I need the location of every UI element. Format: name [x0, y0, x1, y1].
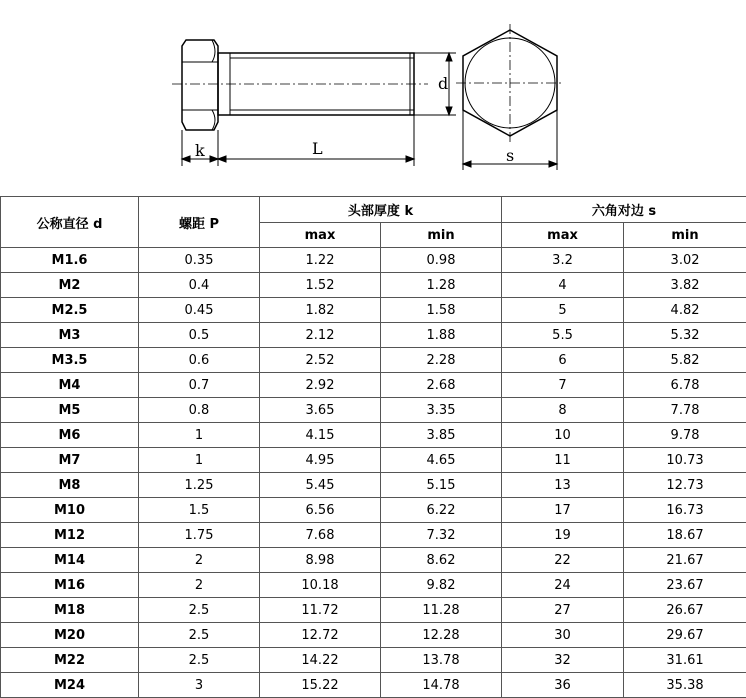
table-row [1, 398, 746, 423]
cell-size: M7 [1, 448, 139, 473]
cell-s-min: 26.67 [624, 598, 746, 623]
header-s-max: max [502, 223, 624, 248]
cell-s-max: 30 [502, 623, 624, 648]
cell-size: M24 [1, 673, 139, 698]
cell-s-max: 8 [502, 398, 624, 423]
cell-pitch: 0.7 [139, 373, 260, 398]
cell-s-max: 5.5 [502, 323, 624, 348]
cell-pitch: 0.8 [139, 398, 260, 423]
cell-k-min: 14.78 [381, 673, 502, 698]
cell-k-min: 4.65 [381, 448, 502, 473]
cell-k-max: 14.22 [260, 648, 381, 673]
cell-k-min: 9.82 [381, 573, 502, 598]
header-head-height: 头部厚度 k [260, 197, 502, 223]
cell-s-min: 3.82 [624, 273, 746, 298]
label-L: L [312, 139, 323, 158]
cell-size: M12 [1, 523, 139, 548]
cell-s-min: 7.78 [624, 398, 746, 423]
cell-s-max: 7 [502, 373, 624, 398]
cell-s-min: 16.73 [624, 498, 746, 523]
cell-k-max: 12.72 [260, 623, 381, 648]
table-row [1, 448, 746, 473]
cell-size: M20 [1, 623, 139, 648]
cell-size: M14 [1, 548, 139, 573]
cell-pitch: 1.25 [139, 473, 260, 498]
cell-k-max: 5.45 [260, 473, 381, 498]
cell-k-max: 4.15 [260, 423, 381, 448]
cell-k-min: 1.58 [381, 298, 502, 323]
cell-s-max: 17 [502, 498, 624, 523]
cell-s-max: 19 [502, 523, 624, 548]
cell-k-max: 2.12 [260, 323, 381, 348]
cell-k-max: 8.98 [260, 548, 381, 573]
cell-k-min: 8.62 [381, 548, 502, 573]
cell-s-min: 4.82 [624, 298, 746, 323]
table-row [1, 648, 746, 673]
cell-k-max: 1.52 [260, 273, 381, 298]
table-row [1, 548, 746, 573]
header-k-max: max [260, 223, 381, 248]
table-row [1, 348, 746, 373]
cell-s-min: 10.73 [624, 448, 746, 473]
cell-k-max: 2.92 [260, 373, 381, 398]
cell-s-min: 29.67 [624, 623, 746, 648]
bolt-technical-drawing [0, 0, 746, 196]
label-s: s [506, 146, 514, 165]
cell-k-min: 5.15 [381, 473, 502, 498]
cell-s-max: 6 [502, 348, 624, 373]
cell-s-max: 24 [502, 573, 624, 598]
label-k: k [195, 141, 205, 160]
cell-k-min: 2.68 [381, 373, 502, 398]
cell-s-max: 4 [502, 273, 624, 298]
cell-s-min: 21.67 [624, 548, 746, 573]
cell-k-max: 7.68 [260, 523, 381, 548]
header-pitch: 螺距 P [139, 197, 260, 248]
cell-s-max: 27 [502, 598, 624, 623]
table-row [1, 673, 746, 698]
header-s-min: min [624, 223, 746, 248]
bolt-head-side-view [182, 40, 218, 130]
cell-pitch: 2.5 [139, 623, 260, 648]
table-row [1, 423, 746, 448]
cell-s-min: 9.78 [624, 423, 746, 448]
cell-size: M5 [1, 398, 139, 423]
table-body [1, 248, 746, 698]
cell-s-min: 35.38 [624, 673, 746, 698]
table-row [1, 298, 746, 323]
table-row [1, 373, 746, 398]
cell-s-max: 32 [502, 648, 624, 673]
cell-k-min: 3.85 [381, 423, 502, 448]
cell-pitch: 1 [139, 423, 260, 448]
cell-k-max: 10.18 [260, 573, 381, 598]
cell-k-max: 15.22 [260, 673, 381, 698]
cell-size: M4 [1, 373, 139, 398]
cell-size: M3.5 [1, 348, 139, 373]
cell-pitch: 2 [139, 548, 260, 573]
cell-size: M22 [1, 648, 139, 673]
cell-k-max: 11.72 [260, 598, 381, 623]
cell-pitch: 1 [139, 448, 260, 473]
cell-s-min: 5.32 [624, 323, 746, 348]
table-row [1, 498, 746, 523]
cell-s-min: 23.67 [624, 573, 746, 598]
hex-head-front-view [456, 24, 564, 142]
cell-pitch: 2 [139, 573, 260, 598]
cell-pitch: 2.5 [139, 598, 260, 623]
cell-pitch: 1.5 [139, 498, 260, 523]
label-d: d [438, 74, 448, 93]
cell-pitch: 0.6 [139, 348, 260, 373]
cell-k-max: 1.22 [260, 248, 381, 273]
cell-s-max: 3.2 [502, 248, 624, 273]
cell-k-min: 2.28 [381, 348, 502, 373]
cell-s-min: 5.82 [624, 348, 746, 373]
table-row [1, 473, 746, 498]
cell-pitch: 0.5 [139, 323, 260, 348]
cell-size: M3 [1, 323, 139, 348]
cell-k-min: 7.32 [381, 523, 502, 548]
cell-k-min: 0.98 [381, 248, 502, 273]
cell-s-max: 36 [502, 673, 624, 698]
cell-pitch: 0.45 [139, 298, 260, 323]
table-row [1, 598, 746, 623]
cell-s-min: 3.02 [624, 248, 746, 273]
cell-size: M16 [1, 573, 139, 598]
cell-pitch: 0.4 [139, 273, 260, 298]
cell-k-max: 4.95 [260, 448, 381, 473]
table-row [1, 623, 746, 648]
cell-s-min: 6.78 [624, 373, 746, 398]
cell-k-max: 6.56 [260, 498, 381, 523]
cell-s-max: 13 [502, 473, 624, 498]
cell-k-min: 1.28 [381, 273, 502, 298]
cell-s-max: 10 [502, 423, 624, 448]
cell-size: M6 [1, 423, 139, 448]
cell-k-min: 3.35 [381, 398, 502, 423]
header-across-flats: 六角对边 s [502, 197, 746, 223]
cell-k-min: 1.88 [381, 323, 502, 348]
bolt-spec-table [0, 196, 746, 698]
cell-pitch: 3 [139, 673, 260, 698]
cell-pitch: 2.5 [139, 648, 260, 673]
cell-k-max: 1.82 [260, 298, 381, 323]
dimension-k-and-L [182, 115, 414, 166]
header-k-min: min [381, 223, 502, 248]
table-row [1, 573, 746, 598]
cell-k-min: 6.22 [381, 498, 502, 523]
header-size: 公称直径 d [1, 197, 139, 248]
cell-s-min: 31.61 [624, 648, 746, 673]
cell-k-max: 3.65 [260, 398, 381, 423]
cell-pitch: 1.75 [139, 523, 260, 548]
cell-pitch: 0.35 [139, 248, 260, 273]
table-row [1, 323, 746, 348]
cell-size: M2.5 [1, 298, 139, 323]
cell-size: M1.6 [1, 248, 139, 273]
cell-size: M18 [1, 598, 139, 623]
cell-s-min: 12.73 [624, 473, 746, 498]
table-row [1, 523, 746, 548]
cell-s-min: 18.67 [624, 523, 746, 548]
cell-size: M2 [1, 273, 139, 298]
cell-k-min: 12.28 [381, 623, 502, 648]
cell-size: M8 [1, 473, 139, 498]
cell-k-max: 2.52 [260, 348, 381, 373]
cell-s-max: 22 [502, 548, 624, 573]
table-row [1, 248, 746, 273]
table-row [1, 273, 746, 298]
cell-size: M10 [1, 498, 139, 523]
cell-s-max: 11 [502, 448, 624, 473]
cell-k-min: 13.78 [381, 648, 502, 673]
cell-k-min: 11.28 [381, 598, 502, 623]
cell-s-max: 5 [502, 298, 624, 323]
